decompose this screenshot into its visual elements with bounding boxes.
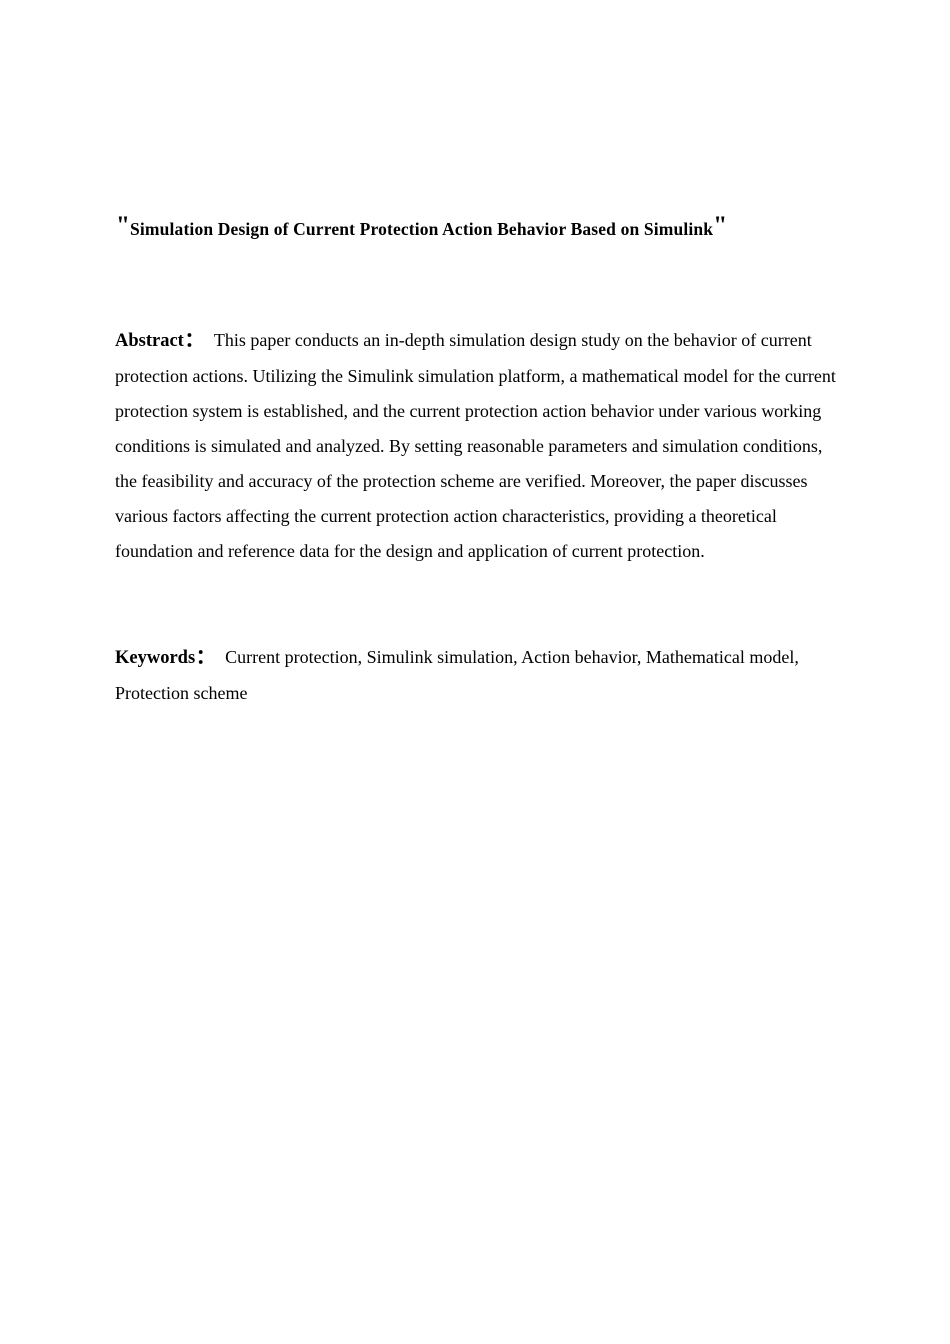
keywords-colon: ： (195, 644, 220, 670)
keywords-text: Current protection, Simulink simulation, Action behavior, Mathematical model, Protection scheme (115, 647, 799, 703)
title-text: Simulation Design of Current Protection Action Behavior Based on Simulink (130, 219, 714, 239)
abstract-colon: ： (183, 327, 208, 353)
abstract-text: This paper conducts an in-depth simulation design study on the behavior of current protection actions. Utilizing the Simulink simulation platform, a mathematical model for the current protection system is established, and the current protection action behavior under various working conditions is simulated and analyzed. By setting reasonable parameters and simulation conditions, the feasibility and accuracy of the protection scheme are verified. Moreover, the paper discusses various factors affecting the current protection action characteristics, providing a theoretical foundation and reference data for the design and application of current protection. (115, 330, 836, 561)
keywords-label: Keywords (115, 648, 196, 668)
keywords-paragraph (115, 639, 837, 711)
abstract-label: Abstract (115, 331, 184, 351)
title-close-quote: " (713, 212, 728, 239)
abstract-paragraph (115, 322, 837, 569)
paper-title (116, 212, 836, 245)
title-open-quote: " (116, 212, 131, 239)
